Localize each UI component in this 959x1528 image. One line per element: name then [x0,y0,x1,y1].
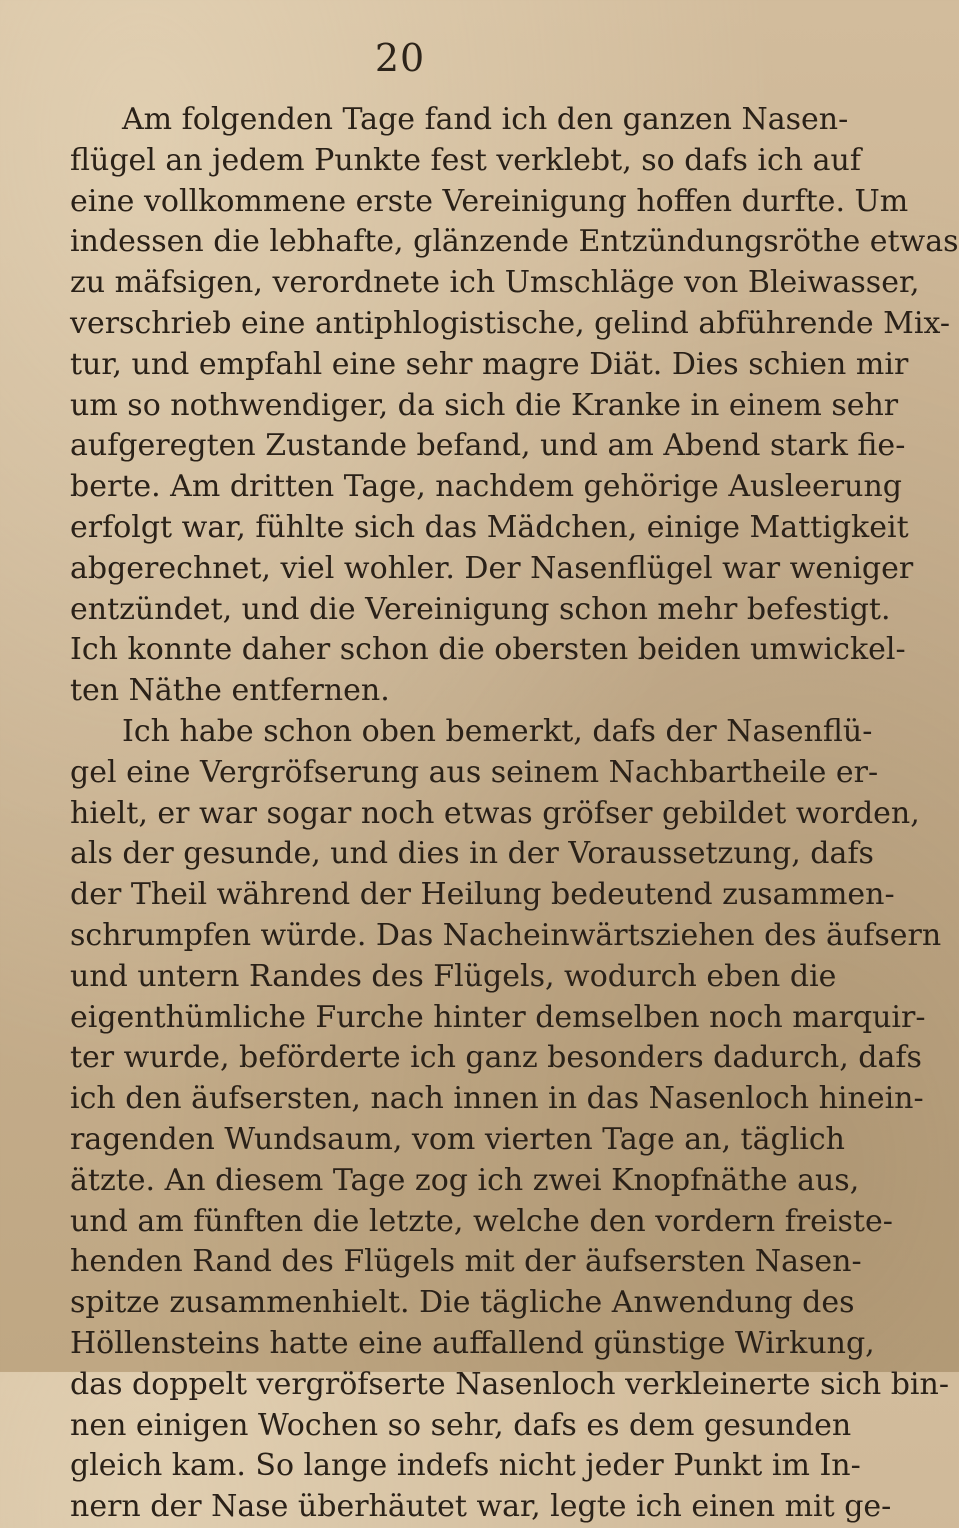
text-line: nern der Nase überhäutet war, legte ich einen mit ge- [70,1489,892,1525]
text-line: Ich konnte daher schon die obersten beiden umwickel- [70,632,906,668]
text-line: schrumpfen würde. Das Nacheinwärtsziehen des äufsern [70,917,942,953]
text-line: henden Rand des Flügels mit der äufsersten Nasen- [70,1244,862,1280]
text-line: tur, und empfahl eine sehr magre Diät. Dies schien mir [70,346,909,382]
text-line: Ich habe schon oben bemerkt, dafs der Nasenflü- [122,713,873,749]
text-line: erfolgt war, fühlte sich das Mädchen, einige Mattigkeit [70,509,909,545]
text-line: eine vollkommene erste Vereinigung hoffen durfte. Um [70,183,909,219]
text-line: ätzte. An diesem Tage zog ich zwei Knopfnäthe aus, [70,1162,860,1198]
text-line: indessen die lebhafte, glänzende Entzündungsröthe etwas [70,224,959,260]
text-line: hielt, er war sogar noch etwas gröfser gebildet worden, [70,795,920,831]
text-line: aufgeregten Zustande befand, und am Abend stark fie- [70,428,906,464]
text-line: gel eine Vergröfserung aus seinem Nachbartheile er- [70,754,879,790]
text-line: ich den äufsersten, nach innen in das Nasenloch hinein- [70,1081,924,1117]
text-line: das doppelt vergröfserte Nasenloch verkleinerte sich bin- [70,1366,949,1402]
text-line: zu mäfsigen, verordnete ich Umschläge von Bleiwasser, [70,265,920,301]
text-line: flügel an jedem Punkte fest verklebt, so dafs ich auf [70,142,861,178]
text-line: ten Näthe entfernen. [70,673,390,709]
text-line: Am folgenden Tage fand ich den ganzen Nasen- [122,102,849,137]
text-line: gleich kam. So lange indefs nicht jeder Punkt im In- [70,1448,861,1484]
text-line: um so nothwendiger, da sich die Kranke in einem sehr [70,387,899,423]
text-line: Höllensteins hatte eine auffallend günstige Wirkung, [70,1325,875,1361]
text-line: ragenden Wundsaum, vom vierten Tage an, täglich [70,1121,846,1157]
page-number: 20 [374,36,426,80]
text-line: ter wurde, beförderte ich ganz besonders dadurch, dafs [70,1040,922,1076]
text-line: als der gesunde, und dies in der Voraussetzung, dafs [70,836,874,872]
text-line: eigenthümliche Furche hinter demselben noch marquir- [70,999,926,1035]
text-line: verschrieb eine antiphlogistische, gelind abführende Mix- [70,305,950,341]
text-line: und am fünften die letzte, welche den vordern freiste- [70,1203,893,1239]
body-text [70,100,959,1528]
text-line: berte. Am dritten Tage, nachdem gehörige Ausleerung [70,469,903,505]
text-line: abgerechnet, viel wohler. Der Nasenflügel war weniger [70,550,914,586]
text-line: der Theil während der Heilung bedeutend zusammen- [70,877,895,913]
text-line: und untern Randes des Flügels, wodurch eben die [70,958,837,994]
text-line: entzündet, und die Vereinigung schon mehr befestigt. [70,591,891,627]
text-line: spitze zusammenhielt. Die tägliche Anwendung des [70,1285,855,1321]
text-line: nen einigen Wochen so sehr, dafs es dem gesunden [70,1407,852,1443]
